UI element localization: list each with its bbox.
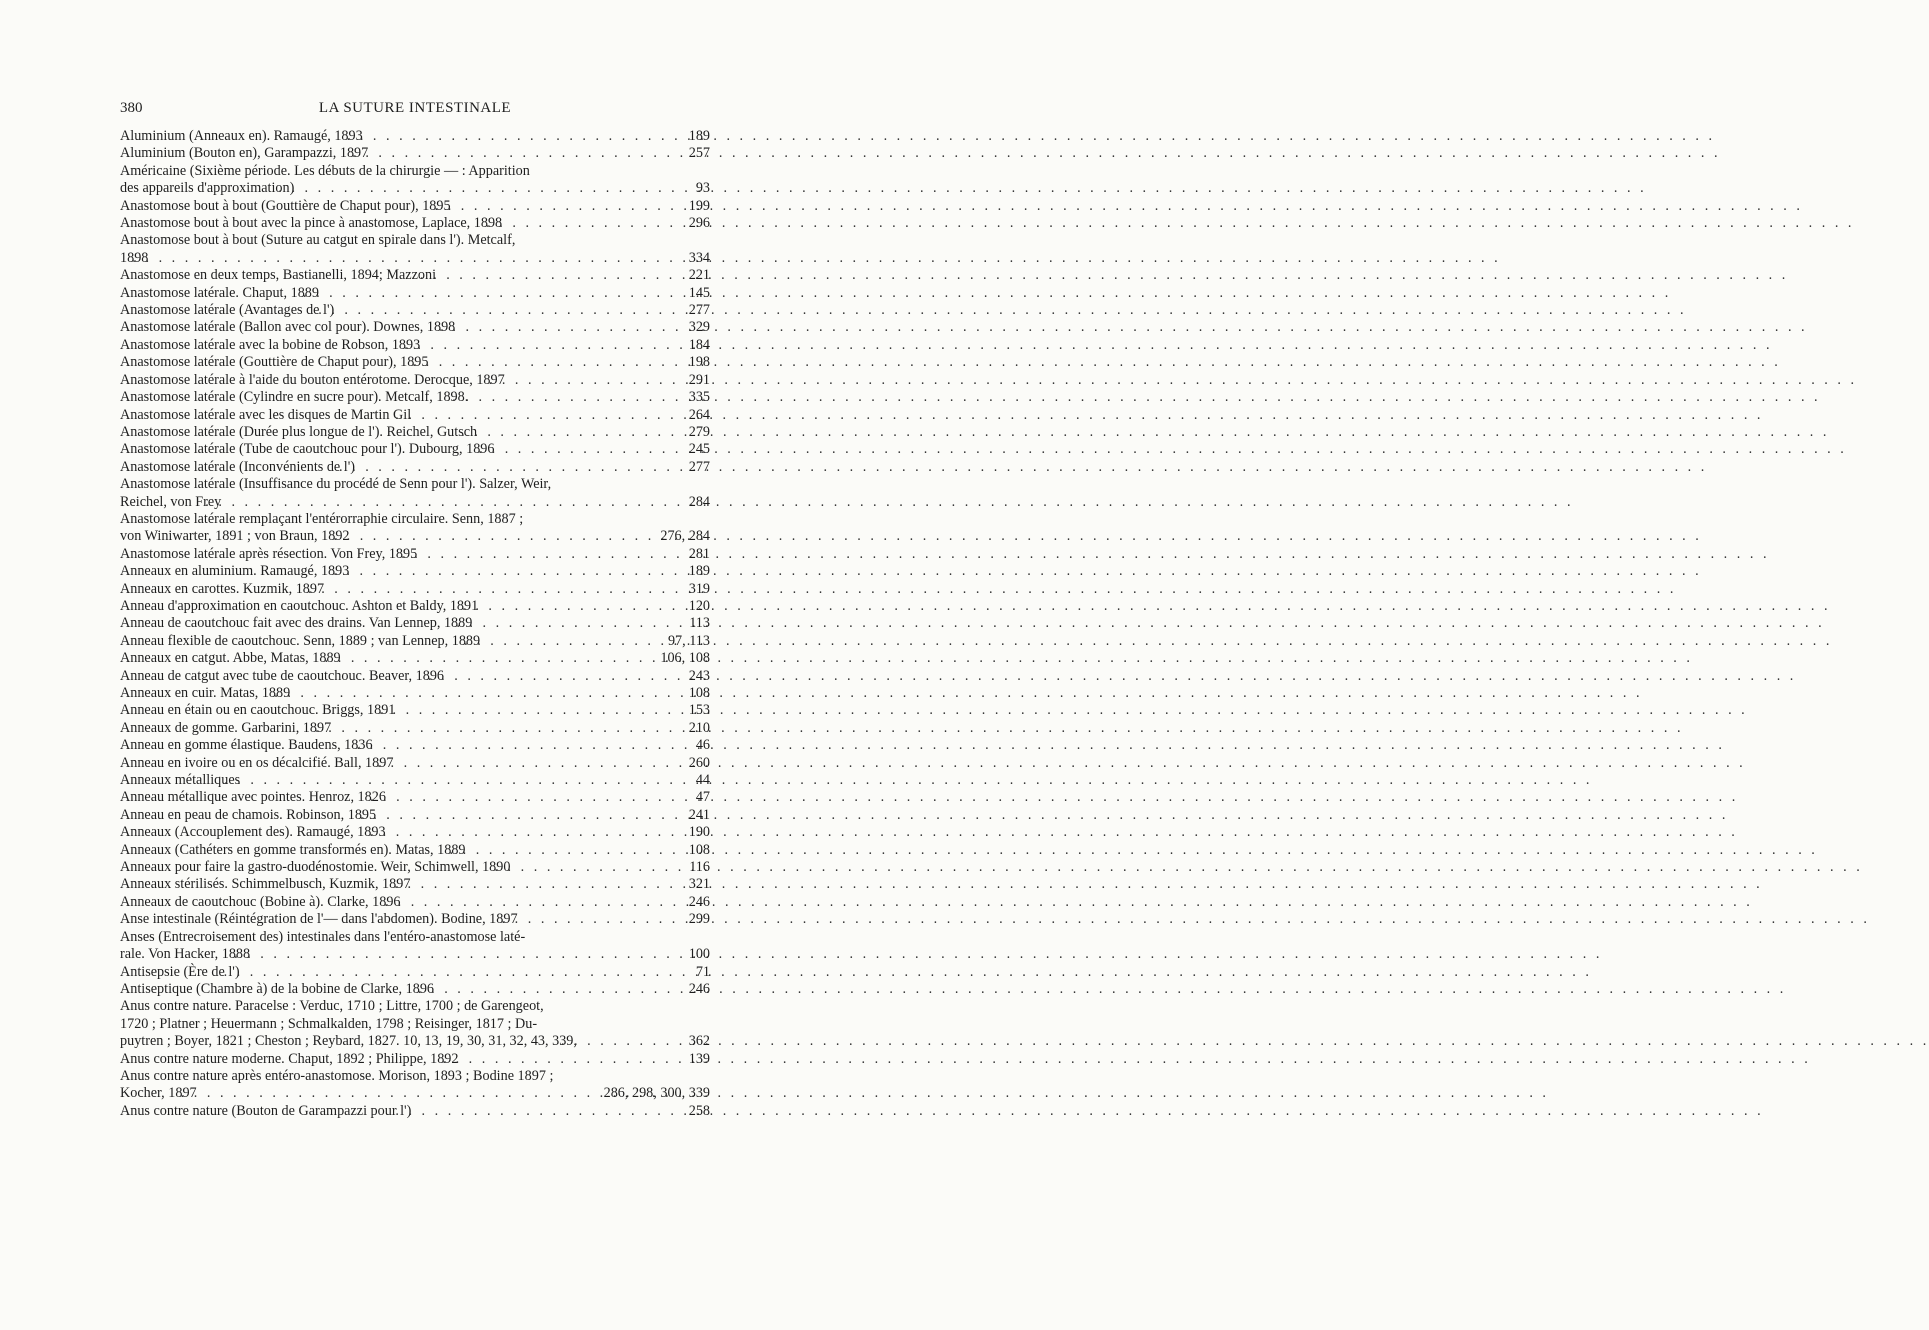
leader-dots	[390, 824, 705, 841]
index-entry	[120, 911, 710, 928]
leader-dots	[476, 615, 705, 632]
entry-text-line: Anneaux métalliques	[120, 772, 241, 789]
entry-last-line	[120, 545, 710, 563]
index-entry	[120, 337, 710, 354]
index-entry	[120, 702, 710, 719]
leader-dots	[481, 424, 705, 441]
entry-page-ref: 245	[688, 441, 710, 458]
entry-text-line: Anastomose bout à bout avec la pince à anastomose, Laplace, 1898	[120, 215, 503, 232]
entry-text-line: Anneaux en cuir. Matas, 1889	[120, 685, 291, 701]
leader-dots	[506, 215, 705, 232]
index-entry	[120, 546, 710, 563]
entry-page-ref: 277	[688, 302, 710, 319]
index-entry	[120, 720, 710, 737]
entry-last-line	[120, 336, 710, 354]
page-number: 380	[120, 100, 143, 116]
entry-last-line	[120, 267, 710, 284]
entry-text-line: Reichel, von Frey	[120, 493, 222, 510]
entry-page-ref: 198	[688, 354, 710, 371]
entry-text-line: Anastomose latérale (Ballon avec col pour). Downes, 1898	[120, 319, 456, 336]
entry-page-ref: 284	[688, 493, 710, 510]
leader-dots	[484, 633, 684, 650]
entry-page-ref: 221	[688, 267, 710, 284]
entry-page-ref: 189	[688, 563, 710, 580]
leader-dots	[472, 389, 704, 406]
entry-page-ref: 334	[688, 249, 710, 266]
entry-page-ref: 319	[688, 580, 710, 597]
entry-last-line	[120, 580, 710, 598]
entry-text-line: Anneau de catgut avec tube de caoutchouc. Beaver, 1896	[120, 667, 445, 684]
entry-text-line: des appareils d'approximation)	[120, 180, 295, 197]
entry-last-line	[120, 284, 710, 302]
leader-dots	[459, 319, 704, 336]
entry-text-line: Anastomose latérale (Inconvénients de l')	[120, 458, 355, 475]
entry-text-line: Anneaux de caoutchouc (Bobine à). Clarke, 1896	[120, 893, 401, 910]
entry-text-line: Anneau en peau de chamois. Robinson, 1895	[120, 806, 377, 823]
entry-text-line: Aluminium (Bouton en), Garampazzi, 1897	[120, 145, 369, 162]
page-header	[120, 100, 710, 122]
index-entry	[120, 215, 710, 232]
index-entry	[120, 354, 710, 371]
entry-text-line: von Winiwarter, 1891 ; von Braun, 1892	[120, 528, 350, 545]
entry-text-line: Anastomose latérale. Chaput, 1889	[120, 284, 319, 301]
entry-text-line: Anastomose latérale avec les disques de Martin Gil	[120, 406, 412, 423]
index-entry	[120, 407, 710, 424]
leader-dots	[455, 198, 705, 215]
entry-last-line	[120, 597, 710, 615]
leader-dots	[254, 946, 705, 963]
leader-dots	[438, 981, 705, 998]
index-entry	[120, 633, 710, 650]
entry-page-ref: 106, 108	[660, 650, 710, 667]
entry-last-line: Anneaux métalliques . . . 44	[140, 772, 710, 789]
entry-text-line: Anneaux de gomme. Garbarini, 1897	[120, 719, 332, 736]
index-page	[0, 0, 800, 1330]
entry-last-line	[120, 458, 710, 476]
entry-last-line	[120, 128, 710, 145]
leader-dots	[390, 789, 706, 806]
entry-last-line	[120, 215, 710, 232]
entry-text-line: Anus contre nature après entéro-anastomose. Morison, 1893 ; Bodine 1897 ;	[120, 1067, 554, 1084]
entry-page-ref: 139	[688, 1050, 710, 1067]
index-entry	[120, 1103, 710, 1120]
entry-page-ref: 243	[688, 667, 710, 684]
leader-dots	[440, 267, 705, 284]
index-entry	[120, 807, 710, 824]
entry-text-line: Aluminium (Anneaux en). Ramaugé, 1893	[120, 128, 363, 144]
entry-text-line: Anneaux en aluminium. Ramaugé, 1893	[120, 563, 350, 580]
leader-dots	[335, 720, 705, 737]
leader-dots	[514, 859, 705, 876]
entry-page-ref: 286, 298, 300, 339	[603, 1085, 710, 1102]
leader-dots	[298, 180, 706, 197]
entry-last-line	[120, 528, 710, 545]
entry-text-line: Anastomose latérale (Durée plus longue de l'). Reichel, Gutsch	[120, 423, 478, 440]
index-entry	[120, 1068, 710, 1103]
entry-text-line: Anneau en gomme élastique. Baudens, 1836	[120, 737, 373, 754]
entry-text-line: Anastomose bout à bout (Gouttière de Chaput pour), 1895	[120, 197, 451, 214]
entry-text-line: Anastomose latérale (Gouttière de Chaput pour), 1895	[120, 354, 429, 371]
entry-last-line	[120, 911, 710, 928]
leader-dots	[372, 145, 704, 162]
leader-dots	[323, 285, 705, 302]
entry-page-ref: 276, 284	[660, 528, 710, 545]
leader-dots	[470, 842, 705, 859]
entry-page-ref: 291	[688, 371, 710, 388]
leader-dots	[448, 668, 705, 685]
entry-page-ref: 260	[688, 754, 710, 771]
entry-page-ref: 277	[688, 458, 710, 475]
entry-text-line: Anneaux (Accouplement des). Ramaugé, 1893	[120, 824, 386, 841]
index-entry	[120, 198, 710, 215]
entry-page-ref: 257	[688, 145, 710, 162]
index-entry	[120, 615, 710, 632]
entry-text-line: Anneaux (Cathéters en gomme transformés en). Matas, 1889	[120, 841, 466, 858]
entry-text-line: Anneau en étain ou en caoutchouc. Briggs, 1891	[120, 702, 396, 719]
leader-dots	[415, 1103, 704, 1120]
entry-text-line: Kocher, 1897	[120, 1085, 197, 1102]
index-entry	[120, 598, 710, 615]
index-entry	[120, 285, 710, 302]
entry-last-line	[120, 371, 710, 389]
entry-last-line	[120, 423, 710, 441]
entry-last-line	[120, 441, 710, 458]
entry-last-line	[120, 1085, 710, 1102]
entry-text-line: Anus contre nature moderne. Chaput, 1892 ; Philippe, 1892	[120, 1050, 459, 1067]
index-entry	[120, 319, 710, 336]
entry-text-line: Anastomose latérale après résection. Von Frey, 1895	[120, 545, 418, 562]
index-entries	[120, 128, 710, 1120]
entry-text-line: Anneau d'approximation en caoutchouc. Ashton et Baldy, 1891	[120, 597, 479, 614]
entry-last-line	[120, 319, 710, 336]
entry-text-line: Anastomose bout à bout (Suture au catgut en spirale dans l'). Metcalf,	[120, 232, 516, 249]
entry-page-ref: 113	[689, 615, 710, 632]
index-entry	[120, 163, 710, 198]
entry-last-line	[120, 632, 710, 650]
index-entry	[120, 389, 710, 406]
entry-text-line: Antisepsie (Ère de l')	[120, 963, 240, 980]
index-entry	[120, 894, 710, 911]
entry-last-line	[120, 685, 710, 702]
entry-page-ref: 97, 113	[667, 632, 710, 649]
entry-last-line	[120, 615, 710, 632]
leader-dots	[354, 528, 677, 545]
entry-text-line: Américaine (Sixième période. Les débuts de la chirurgie — : Apparition	[120, 162, 530, 179]
entry-last-line: Anneau en gomme élastique. Baudens, 1836 . . . 46	[140, 737, 710, 754]
leader-dots	[201, 1085, 620, 1102]
leader-dots	[405, 894, 705, 911]
entry-last-line	[120, 719, 710, 737]
entry-text-line: Anneau flexible de caoutchouc. Senn, 1889 ; van Lennep, 1889	[120, 632, 481, 649]
index-entry	[120, 789, 710, 806]
leader-dots	[244, 964, 706, 981]
entry-last-line	[120, 667, 710, 685]
entry-text-line: Anneau de caoutchouc fait avec des drains. Van Lennep, 1889	[120, 615, 473, 632]
index-entry	[120, 1051, 710, 1068]
leader-dots	[482, 598, 705, 615]
entry-last-line	[120, 806, 710, 824]
entry-page-ref: 258	[688, 1102, 710, 1119]
entry-last-line	[120, 980, 710, 998]
index-entry	[120, 650, 710, 667]
entry-last-line: Antisepsie (Ère de l') . . . 71	[140, 964, 710, 981]
entry-last-line	[120, 893, 710, 911]
leader-dots	[499, 441, 705, 458]
index-entry	[120, 441, 710, 458]
entry-last-line	[120, 702, 710, 719]
index-entry	[120, 267, 710, 284]
entry-last-line	[120, 406, 710, 424]
entry-text-line: Anneaux pour faire la gastro-duodénostomie. Weir, Schimwell, 1890	[120, 859, 511, 876]
entry-page-ref: 199	[688, 197, 710, 214]
entry-page-ref: 329	[688, 319, 710, 336]
entry-text-line: Anses (Entrecroisement des) intestinales dans l'entéro-anastomose laté-	[120, 928, 526, 945]
entry-last-line	[120, 1050, 710, 1068]
entry-last-line	[120, 249, 710, 267]
entry-page-ref: 241	[688, 806, 710, 823]
leader-dots	[367, 128, 705, 145]
leader-dots	[421, 546, 705, 563]
entry-page-ref: 264	[688, 406, 710, 423]
index-entry	[120, 511, 710, 546]
entry-page-ref: 210	[688, 719, 710, 736]
entry-text-line: rale. Von Hacker, 1888	[120, 946, 251, 963]
leader-dots	[345, 650, 677, 667]
entry-last-line	[120, 876, 710, 893]
entry-page-ref: 299	[688, 911, 710, 928]
leader-dots	[415, 407, 705, 424]
entry-text-line: 1898	[120, 249, 149, 266]
entry-last-line: des appareils d'approximation) . . . 93	[140, 180, 710, 197]
index-entry	[120, 772, 710, 789]
entry-text-line: Anastomose latérale à l'aide du bouton entérotome. Derocque, 1897	[120, 371, 505, 388]
entry-page-ref: 335	[688, 389, 710, 406]
entry-last-line	[120, 946, 710, 963]
leader-dots	[424, 337, 705, 354]
leader-dots	[414, 876, 704, 893]
index-entry	[120, 476, 710, 511]
entry-last-line	[120, 197, 710, 215]
entry-text-line: Anneau métallique avec pointes. Henroz, 1826	[120, 789, 386, 806]
leader-dots	[509, 372, 705, 389]
entry-last-line	[120, 1102, 710, 1120]
index-entry	[120, 128, 710, 145]
entry-text-line: Anastomose latérale (Tube de caoutchouc pour l'). Dubourg, 1896	[120, 441, 495, 458]
leader-dots	[377, 737, 706, 754]
entry-page-ref: 190	[688, 824, 710, 841]
entry-text-line: Anneaux en carottes. Kuzmik, 1897	[120, 580, 325, 597]
index-entry	[120, 232, 710, 267]
index-entry	[120, 581, 710, 598]
entry-page-ref: 246	[688, 893, 710, 910]
leader-dots	[522, 911, 705, 928]
entry-page-ref: 120	[688, 597, 710, 614]
index-entry	[120, 302, 710, 319]
entry-text-line: Anse intestinale (Réintégration de l'— dans l'abdomen). Bodine, 1897	[120, 911, 518, 928]
leader-dots	[338, 302, 704, 319]
entry-text-line: puytren ; Boyer, 1821 ; Cheston ; Reybard, 1827. 10, 13, 19, 30, 31, 32, 43, 339,	[120, 1033, 577, 1050]
entry-text-line: Anastomose latérale (Cylindre en sucre pour). Metcalf, 1898.	[120, 389, 469, 406]
entry-text-line: Anastomose latérale avec la bobine de Robson, 1893	[120, 336, 421, 353]
leader-dots	[462, 1051, 704, 1068]
leader-dots	[244, 772, 706, 789]
leader-dots	[359, 459, 705, 476]
entry-page-ref: 116	[689, 859, 710, 876]
leader-dots	[152, 250, 704, 267]
leader-dots	[397, 755, 704, 772]
entry-page-ref: 145	[688, 284, 710, 301]
entry-page-ref: 189	[688, 128, 710, 144]
entry-page-ref: 246	[688, 980, 710, 997]
index-entry	[120, 755, 710, 772]
entry-text-line: Anneau en ivoire ou en os décalcifié. Ball, 1897	[120, 754, 394, 771]
index-entry	[120, 859, 710, 876]
entry-last-line: Anneau métallique avec pointes. Henroz, 1826 . . . 47	[140, 789, 710, 806]
index-entry	[120, 998, 710, 1050]
index-entry	[120, 737, 710, 754]
entry-last-line	[120, 354, 710, 371]
entry-text-line: Anastomose latérale (Insuffisance du procédé de Senn pour l'). Salzer, Weir,	[120, 476, 552, 493]
entry-last-line	[120, 563, 710, 580]
entry-page-ref: 108	[688, 841, 710, 858]
leader-dots	[581, 1033, 705, 1050]
entry-text-line: Anneaux en catgut. Abbe, Matas, 1889	[120, 650, 341, 667]
index-entry	[120, 459, 710, 476]
entry-text-line: Anastomose en deux temps, Bastianelli, 1894; Mazzoni	[120, 267, 437, 284]
entry-page-ref: 100	[688, 946, 710, 963]
leader-dots	[399, 702, 704, 719]
leader-dots	[353, 563, 704, 580]
entry-text-line: Antiseptique (Chambre à) de la bobine de Clarke, 1896	[120, 980, 435, 997]
entry-text-line: Anastomose latérale (Avantages de l')	[120, 302, 335, 319]
index-entry	[120, 668, 710, 685]
entry-last-line	[120, 841, 710, 859]
entry-page-ref: 296	[688, 215, 710, 232]
running-title: LA SUTURE INTESTINALE	[318, 100, 512, 116]
leader-dots	[225, 494, 704, 511]
entry-page-ref: 281	[688, 545, 710, 562]
entry-text-line: Anus contre nature (Bouton de Garampazzi pour l')	[120, 1102, 412, 1119]
entry-page-ref: 153	[688, 702, 710, 719]
entry-last-line	[120, 650, 710, 667]
index-entry	[120, 981, 710, 998]
entry-page-ref: 321	[688, 876, 710, 893]
index-entry	[120, 372, 710, 389]
entry-text-line: Anneaux stérilisés. Schimmelbusch, Kuzmik, 1897	[120, 876, 411, 893]
entry-text-line: Anus contre nature. Paracelse : Verduc, 1710 ; Littre, 1700 ; de Garengeot,	[120, 998, 544, 1015]
entry-last-line	[120, 754, 710, 772]
entry-page-ref: 362	[688, 1033, 710, 1050]
entry-page-ref: 184	[688, 336, 710, 353]
entry-last-line	[120, 859, 710, 876]
entry-last-line	[120, 302, 710, 319]
leader-dots	[380, 807, 705, 824]
entry-last-line	[120, 493, 710, 511]
leader-dots	[433, 354, 705, 371]
leader-dots	[294, 685, 705, 702]
index-entry	[120, 424, 710, 441]
entry-last-line	[120, 824, 710, 841]
entry-page-ref: 279	[688, 423, 710, 440]
index-entry	[120, 145, 710, 162]
index-entry	[120, 824, 710, 841]
entry-text-line: Anastomose latérale remplaçant l'entérorraphie circulaire. Senn, 1887 ;	[120, 510, 524, 527]
index-entry	[120, 685, 710, 702]
index-entry	[120, 876, 710, 893]
entry-text-line: 1720 ; Platner ; Heuermann ; Schmalkalden, 1798 ; Reisinger, 1817 ; Du-	[120, 1015, 538, 1032]
entry-last-line	[120, 389, 710, 406]
entry-last-line	[120, 1033, 710, 1050]
leader-dots	[328, 581, 705, 598]
index-entry	[120, 929, 710, 964]
entry-last-line	[120, 145, 710, 162]
index-entry	[120, 964, 710, 981]
index-entry	[120, 563, 710, 580]
index-entry	[120, 842, 710, 859]
entry-page-ref: 108	[688, 685, 710, 701]
